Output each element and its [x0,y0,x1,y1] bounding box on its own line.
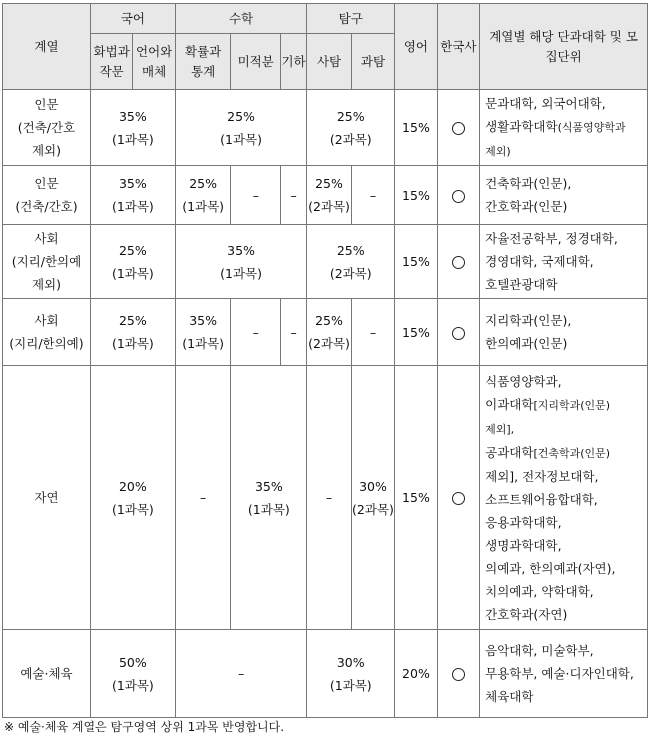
korean-ratio: 25% (1과목) [90,225,175,299]
english-ratio: 15% [395,166,437,225]
probability-ratio: 35% (1과목) [175,299,231,366]
english-ratio: 15% [395,299,437,366]
header-language-media: 언어와 매체 [133,34,175,90]
social-inquiry-ratio: – [307,366,351,630]
header-dept: 계열별 해당 단과대학 및 모집단위 [480,4,648,90]
history-mark [437,166,479,225]
dept-line: 제외], 전자정보대학, [485,468,599,484]
dept-line: 제외], [485,422,515,436]
dept-cell: 지리학과(인문), 한의예과(인문) [480,299,648,366]
inquiry-ratio: 25% (2과목) [307,225,395,299]
calculus-ratio: – [231,299,281,366]
circle-icon [452,327,465,340]
header-geometry: 기하 [280,34,306,90]
calculus-geometry-ratio: 35% (1과목) [231,366,307,630]
header-math: 수학 [175,4,306,34]
dept-line: 간호학과(자연) [485,606,568,622]
table-row [3,166,648,225]
track-cell: 예술·체육 [3,630,91,718]
track-cell: 사회 (지리/한의예 제외) [3,225,91,299]
dept-cell: 자율전공학부, 정경대학, 경영대학, 국제대학, 호텔관광대학 [480,225,648,299]
circle-icon [452,668,465,681]
korean-ratio: 25% (1과목) [90,299,175,366]
table-row [3,225,648,299]
dept-line: 식품영양학과, [485,373,562,389]
korean-ratio: 50% (1과목) [90,630,175,718]
social-inquiry-ratio: 25% (2과목) [307,166,351,225]
dept-line: 치의예과, 약학대학, [485,583,594,599]
social-inquiry-ratio: 25% (2과목) [307,299,351,366]
table-row [3,90,648,166]
history-mark [437,299,479,366]
header-korean: 국어 [90,4,175,34]
dept-cell [480,90,648,166]
korean-ratio: 20% (1과목) [90,366,175,630]
geometry-ratio: – [280,299,306,366]
header-probability: 확률과 통계 [175,34,231,90]
english-ratio: 20% [395,630,437,718]
header-speech-writing: 화법과 작문 [90,34,132,90]
header-social-inquiry: 사탐 [307,34,351,90]
dept-line: (식품영양학과 [557,121,626,134]
history-mark [437,90,479,166]
geometry-ratio: – [280,166,306,225]
english-ratio: 15% [395,90,437,166]
track-cell: 자연 [3,366,91,630]
calculus-ratio: – [231,166,281,225]
inquiry-ratio: 30% (1과목) [307,630,395,718]
dept-line: [건축학과(인문) [533,446,611,460]
probability-ratio: 25% (1과목) [175,166,231,225]
header-history: 한국사 [437,4,479,90]
footnote: ※ 예술·체육 계열은 탐구영역 상위 1과목 반영합니다. [4,720,285,734]
dept-line: 소프트웨어융합대학, [485,491,598,507]
dept-cell [480,366,648,630]
dept-line: [지리학과(인문) [533,398,611,412]
table-row [3,630,648,718]
subject-ratio-table [2,3,648,718]
math-ratio: 35% (1과목) [175,225,306,299]
dept-line: 공과대학 [485,444,534,460]
header-calculus: 미적분 [231,34,281,90]
circle-icon [452,122,465,135]
probability-ratio: – [175,366,231,630]
dept-line: 의예과, 한의예과(자연), [485,560,616,576]
header-inquiry: 탐구 [307,4,395,34]
dept-line: 제외) [485,145,511,158]
header-track: 계열 [3,4,91,90]
math-ratio: – [175,630,306,718]
circle-icon [452,190,465,203]
history-mark [437,225,479,299]
history-mark [437,366,479,630]
korean-ratio: 35% (1과목) [90,90,175,166]
table-row [3,366,648,630]
circle-icon [452,492,465,505]
header-english: 영어 [395,4,437,90]
track-cell: 인문 (건축/간호 제외) [3,90,91,166]
circle-icon [452,256,465,269]
track-cell: 인문 (건축/간호) [3,166,91,225]
dept-line: 응용과학대학, [485,514,562,530]
header-science-inquiry: 과탐 [351,34,394,90]
header-row-1 [3,4,648,34]
dept-cell: 건축학과(인문), 간호학과(인문) [480,166,648,225]
english-ratio: 15% [395,225,437,299]
inquiry-ratio: 25% (2과목) [307,90,395,166]
dept-line: 이과대학 [485,396,534,412]
english-ratio: 15% [395,366,437,630]
table-row [3,299,648,366]
dept-cell: 음악대학, 미술학부, 무용학부, 예술·디자인대학, 체육대학 [480,630,648,718]
math-ratio: 25% (1과목) [175,90,306,166]
history-mark [437,630,479,718]
science-inquiry-ratio: – [351,299,394,366]
track-cell: 사회 (지리/한의예) [3,299,91,366]
dept-line: 생활과학대학 [485,119,558,134]
korean-ratio: 35% (1과목) [90,166,175,225]
science-inquiry-ratio: – [351,166,394,225]
dept-line: 생명과학대학, [485,537,562,553]
dept-line: 문과대학, 외국어대학, [485,96,606,111]
science-inquiry-ratio: 30% (2과목) [351,366,394,630]
